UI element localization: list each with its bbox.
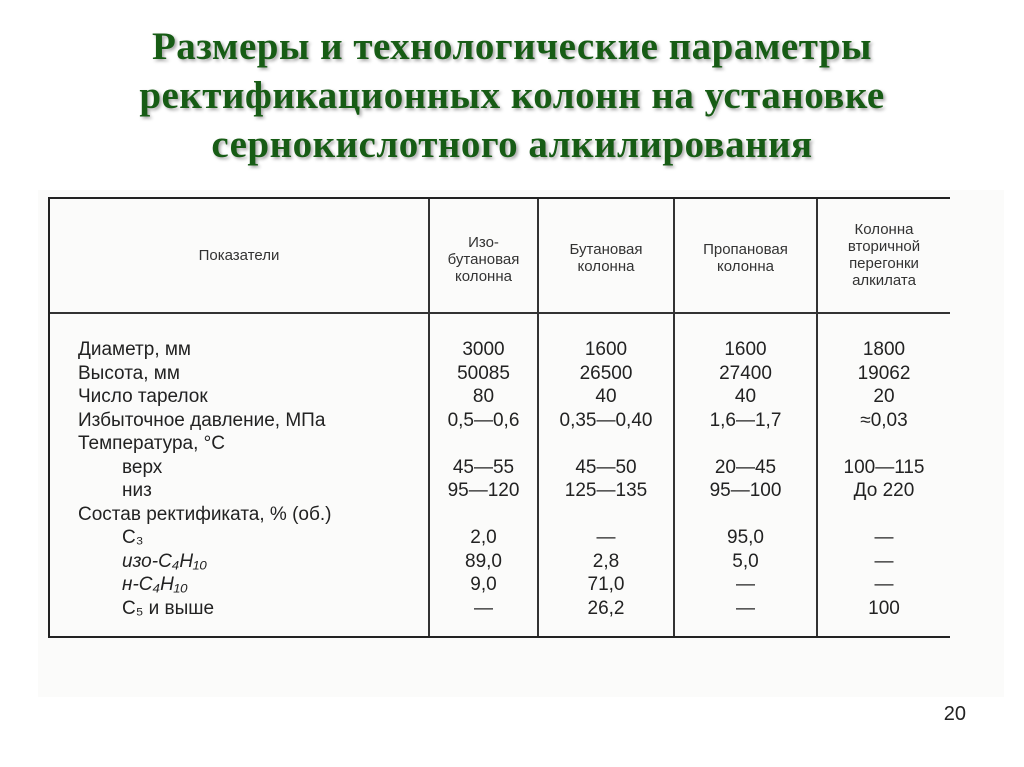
row-label: Число тарелок (78, 386, 208, 407)
table-cell: — (736, 597, 755, 619)
table-cell: 26500 (579, 362, 633, 384)
row-label: Высота, мм (78, 362, 180, 384)
table-cell: 45—50 (575, 456, 637, 478)
header-indicators: Показатели (198, 247, 280, 264)
table-cell: — (874, 527, 894, 548)
page-number: 20 (943, 703, 966, 725)
header-divider (50, 312, 950, 314)
table-cell: 95—100 (709, 480, 782, 501)
row-label: Состав ректификата, % (об.) (78, 503, 332, 525)
table-cell: 40 (595, 386, 617, 407)
row-label: Избыточное давление, МПа (78, 409, 326, 431)
title-line-1: Размеры и технологические параметры (151, 25, 873, 68)
header-isobutane-column: Изо- бутановая колонна (447, 234, 520, 285)
table-cell: 5,0 (732, 550, 759, 572)
table-cell: — (736, 574, 755, 595)
table-cell: ≈0,03 (860, 409, 908, 431)
table-cell: — (874, 550, 894, 572)
row-label: Диаметр, мм (78, 339, 191, 360)
table-cell: 1,6—1,7 (709, 409, 782, 431)
row-label: С₅ и выше (122, 597, 215, 619)
header-alkylate-column: Колонна вторичной перегонки алкилата (847, 221, 921, 289)
table-cell: 9,0 (470, 574, 497, 595)
row-label: Температура, °С (78, 433, 225, 454)
table-cell: 2,0 (470, 527, 497, 548)
table-cell: — (874, 574, 894, 595)
table-cell: 2,8 (592, 550, 620, 572)
row-label: н-С₄Н₁₀ (122, 574, 188, 595)
table-cell: 100—115 (843, 456, 925, 478)
table-cell: 71,0 (587, 574, 625, 595)
table-cell: 100 (868, 597, 900, 619)
table-cell: 1800 (862, 339, 906, 360)
row-label: С₃ (122, 527, 144, 548)
slide-title (20, 22, 1004, 169)
parameters-table (48, 197, 950, 638)
header-butane-column: Бутановая колонна (569, 241, 643, 275)
table-cell: 0,35—0,40 (559, 409, 653, 431)
table-cell: 3000 (462, 339, 505, 360)
title-line-3: сернокислотного алкилирования (211, 123, 813, 166)
table-cell: До 220 (853, 480, 915, 501)
table-cell: — (596, 527, 616, 548)
table-cell: 1600 (724, 339, 767, 360)
table-cell: 95—120 (447, 480, 520, 501)
table-cell: 40 (734, 386, 757, 407)
row-label: изо-С₄Н₁₀ (122, 550, 208, 572)
table-cell: 125—135 (564, 480, 648, 501)
table-cell: — (474, 597, 493, 619)
table-cell: 27400 (719, 362, 772, 384)
table-cell: 80 (472, 386, 495, 407)
table-cell: 50085 (457, 362, 510, 384)
table-cell: 89,0 (465, 550, 502, 572)
row-label: низ (122, 480, 152, 501)
table-cell: 20 (873, 386, 895, 407)
table-cell: 19062 (857, 362, 911, 384)
table-cell: 1600 (584, 339, 628, 360)
table-cell: 45—55 (452, 456, 515, 478)
table-cell: 0,5—0,6 (447, 409, 520, 431)
table-cell: 95,0 (727, 527, 764, 548)
row-label: верх (122, 456, 163, 478)
header-propane-column: Пропановая колонна (703, 241, 788, 275)
table-cell: 26,2 (587, 597, 625, 619)
title-line-2: ректификационных колонн на установке (139, 74, 885, 117)
table-cell: 20—45 (714, 456, 777, 478)
